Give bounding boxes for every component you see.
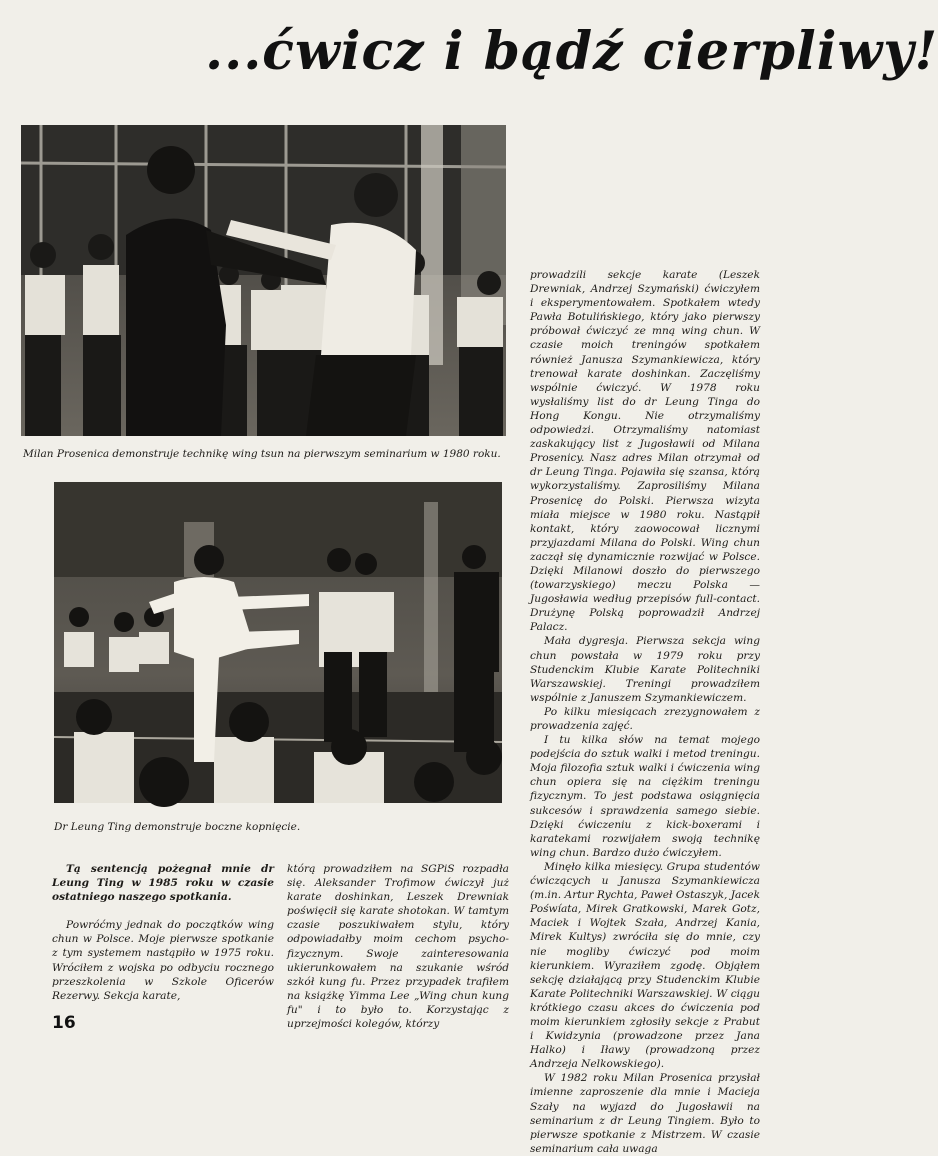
page-number: 16 [52, 1013, 76, 1033]
right-paragraph: Minęło kilka miesięcy. Grupa studentów ćwiczących u Janusza Szymankiewicza (m.in. Artur Rychta, Paweł Ostaszyk, Jacek Pośwíata, Mirek Gratkowski, Marek Gotz, Maciek i Wojtek Szała, Andrzej Kania, Mirek Kultys) zwróciła się do mnie, czy nie mogliby ćwiczyć pod moim kierunkiem. Wyraziłem zgodę. Objąłem sekcję działającą przy Studenckim Klubie Karate Politechniki Warszawskiej. W ciągu krótkiego czasu akces do ćwiczenia pod moim kierunkiem zgłosiły sekcje z Prabut i Kwidzynia (prowadzone przez Jana Halko) i Iławy (prowadzoną przez Andrzeja Nelkowskiego). [530, 860, 760, 1071]
photo-seminar-1980 [21, 125, 506, 436]
right-column-text [530, 268, 760, 1156]
photo-side-kick-caption: Dr Leung Ting demonstruje boczne kopnięcie. [54, 821, 301, 833]
body-paragraph: Powróćmy jednak do początków wing chun w Polsce. Moje pierwsze spotkanie z tym systemem nastąpiło w 1975 roku. Wróciłem z wojska po odbyciu rocznego przeszkolenia w Szkole Oficerów Rezerwy. Sekcja karate, [52, 919, 274, 1002]
article-title: ...ćwicz i bądź cierpliwy! [205, 21, 938, 82]
right-paragraph: prowadzili sekcje karate (Leszek Drewniak, Andrzej Szymański) ćwiczyłem i eksperymentowałem. Spotkałem wtedy Pawła Botulińskiego, który jako pierwszy próbował ćwiczyć ze mną wing chun. W czasie moich treningów spotkałem również Janusza Szymankiewicza, który trenował karate doshinkan. Zaczęliśmy wspólnie ćwiczyć. W 1978 roku wysłaliśmy list do dr Leung Tinga do Hong Kongu. Nie otrzymaliśmy odpowiedzi. Otrzymaliśmy natomiast zaskakujący list z Jugosławii od Milana Prosenicy. Nasz adres Milan otrzymał od dr Leung Tinga. Pojawiła się szansa, którą wykorzystaliśmy. Zaprosiliśmy Milana Prosenicę do Polski. Pierwsza wizyta miała miejsce w 1980 roku. Nastąpił kontakt, który zaowocował licznymi przyjazdami Milana do Polski. Wing chun zaczął się dynamicznie rozwijać w Polsce. Dzięki Milanowi doszło do pierwszego (towarzyskiego) meczu Polska — Jugosławia według przepisów full-contact. Drużynę Polską poprowadził Andrzej Palacz. [530, 269, 760, 634]
photo-seminar-1980-image [21, 125, 506, 436]
right-paragraph: Po kilku miesiącach zrezygnowałem z prowadzenia zajęć. [530, 705, 760, 732]
photo-seminar-1980-caption: Milan Prosenica demonstruje technikę wing tsun na pierwszym seminarium w 1980 roku. [23, 448, 501, 460]
body-paragraph: którą prowadziłem na SGPiS rozpadła się. Aleksander Trofimow ćwiczył już karate doshinkan, Leszek Drewniak poświęcił się karate shotokan. W tamtym czasie poszukiwałem stylu, który odpowiadałby moim cechom psycho-fizycznym. Swoje zainteresowania ukierunkowałem na szukanie wśród szkół kung fu. Przez przypadek trafiłem na książkę Yimma Lee „Wing chun kung fu" i to było to. Korzystając z uprzejmości kolegów, którzy [287, 863, 509, 1031]
right-paragraph: Mała dygresja. Pierwsza sekcja wing chun powstała w 1979 roku przy Studenckim Klubie Karate Politechniki Warszawskiej. Treningi prowadziłem wspólnie z Januszem Szymankiewiczem. [530, 635, 760, 704]
lead-paragraph: Tą sentencją pożegnał mnie dr Leung Ting w 1985 roku w czasie ostatniego naszego spotkania. [52, 863, 274, 904]
bottom-middle-column-text [287, 862, 509, 1031]
bottom-left-column-text [52, 862, 274, 1003]
right-paragraph: W 1982 roku Milan Prosenica przysłał imienne zaproszenie dla mnie i Macieja Szały na wyjazd do Jugosławii na seminarium z dr Leung Tingiem. Było to pierwsze spotkanie z Mistrzem. W czasie seminarium cała uwaga [530, 1072, 760, 1155]
photo-side-kick [54, 482, 502, 803]
photo-side-kick-image [54, 482, 502, 803]
right-paragraph: I tu kilka słów na temat mojego podejścia do sztuk walki i metod treningu. Moja filozofia sztuk walki i ćwiczenia wing chun opiera się na ciężkim treningu fizycznym. To jest podstawa osiągnięcia sukcesów i sprawdzenia samego siebie. Dzięki ćwiczeniu z kick-boxerami i karatekami rozwijałem swoją technikę wing chun. Bardzo dużo ćwiczyłem. [530, 734, 760, 859]
